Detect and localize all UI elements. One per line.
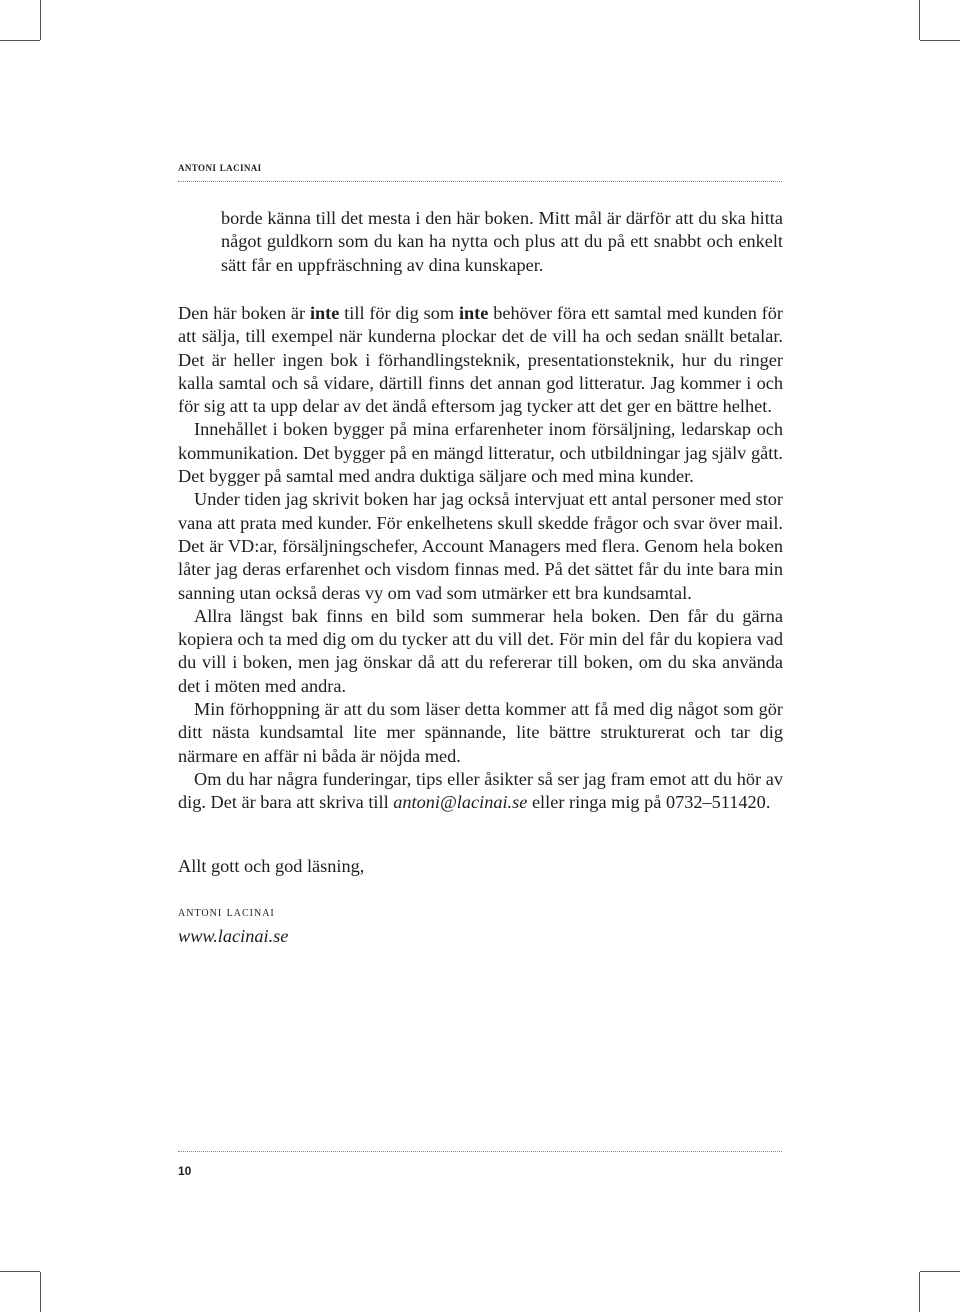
- text-run: Om du har några funderingar, tips eller åsikter så ser jag fram emot att du hör av dig. Det är bara att skriva till: [178, 768, 783, 813]
- emphasis-inte: inte: [458, 303, 489, 323]
- closing-line: Allt gott och god läsning,: [178, 856, 365, 876]
- email-link[interactable]: antoni@lacinai.se: [393, 792, 528, 813]
- footer-rule: [178, 1151, 782, 1152]
- text-run: Den här boken är: [178, 303, 310, 323]
- paragraph: Min förhoppning är att du som läser detta kommer att få med dig något som gör ditt nästa kundsamtal lite mer spännande, lite bättre strukturerat och tar dig närmare en affär ni båda är nöjda med.: [178, 699, 783, 766]
- signature-website-link[interactable]: www.lacinai.se: [178, 926, 289, 946]
- crop-mark: [919, 0, 920, 40]
- body-text: [178, 302, 783, 815]
- intro-paragraph: borde känna till det mesta i den här boken. Mitt mål är därför att du ska hitta något guldkorn som du kan ha nytta och plus att du på ett snabbt och enkelt sätt får en uppfräschning av dina kunskaper.: [221, 208, 783, 275]
- text-run: eller ringa mig på 0732–511420.: [527, 792, 771, 813]
- paragraph: Under tiden jag skrivit boken har jag också intervjuat ett antal personer med stor vana att prata med kunder. För enkelhetens skull skedde frågor och svar över mail. Det är VD:ar, försäljningschefer, Account Managers med flera. Genom hela boken låter jag deras erfarenhet och visdom finnas med. På det sättet får du inte bara min sanning utan också deras vy om vad som utmärker ett bra kundsamtal.: [178, 489, 783, 603]
- crop-mark: [0, 40, 40, 41]
- page-number: 10: [178, 1164, 192, 1178]
- text-run: till för dig som: [339, 303, 459, 323]
- crop-mark: [40, 1272, 41, 1312]
- crop-mark: [40, 0, 41, 40]
- crop-mark: [919, 1272, 920, 1312]
- text-run: behöver föra ett samtal med kunden för att sälja, till exempel när kunderna plockar det de vill ha och sedan snällt betalar. Det är heller ingen bok i förhandlingsteknik, presentationsteknik, hur du ringer kalla samtal och så vidare, därtill finns det annan god litteratur. Jag kommer i och för sig att ta upp delar av det ändå eftersom jag tycker att det ger en bättre helhet.: [178, 303, 783, 417]
- emphasis-inte: inte: [309, 303, 340, 323]
- paragraph: [178, 768, 783, 815]
- paragraph: [178, 302, 783, 418]
- header-rule: [178, 181, 782, 182]
- crop-mark: [920, 40, 960, 41]
- signature-name: antoni lacinai: [178, 905, 275, 920]
- paragraph: Innehållet i boken bygger på mina erfarenheter inom försäljning, ledarskap och kommunikation. Det bygger på en mängd litteratur, och utbildningar jag själv gått. Det bygger på samtal med andra duktiga säljare och med mina kunder.: [178, 419, 783, 487]
- running-head: antoni lacinai: [178, 160, 262, 174]
- crop-mark: [0, 1271, 40, 1272]
- crop-mark: [920, 1271, 960, 1272]
- paragraph: Allra längst bak finns en bild som summerar hela boken. Den får du gärna kopiera och ta med dig om du tycker att du vill det. För min del får du kopiera vad du vill i boken, men jag önskar då att du refererar till boken, om du ska använda det i möten med andra.: [178, 605, 783, 696]
